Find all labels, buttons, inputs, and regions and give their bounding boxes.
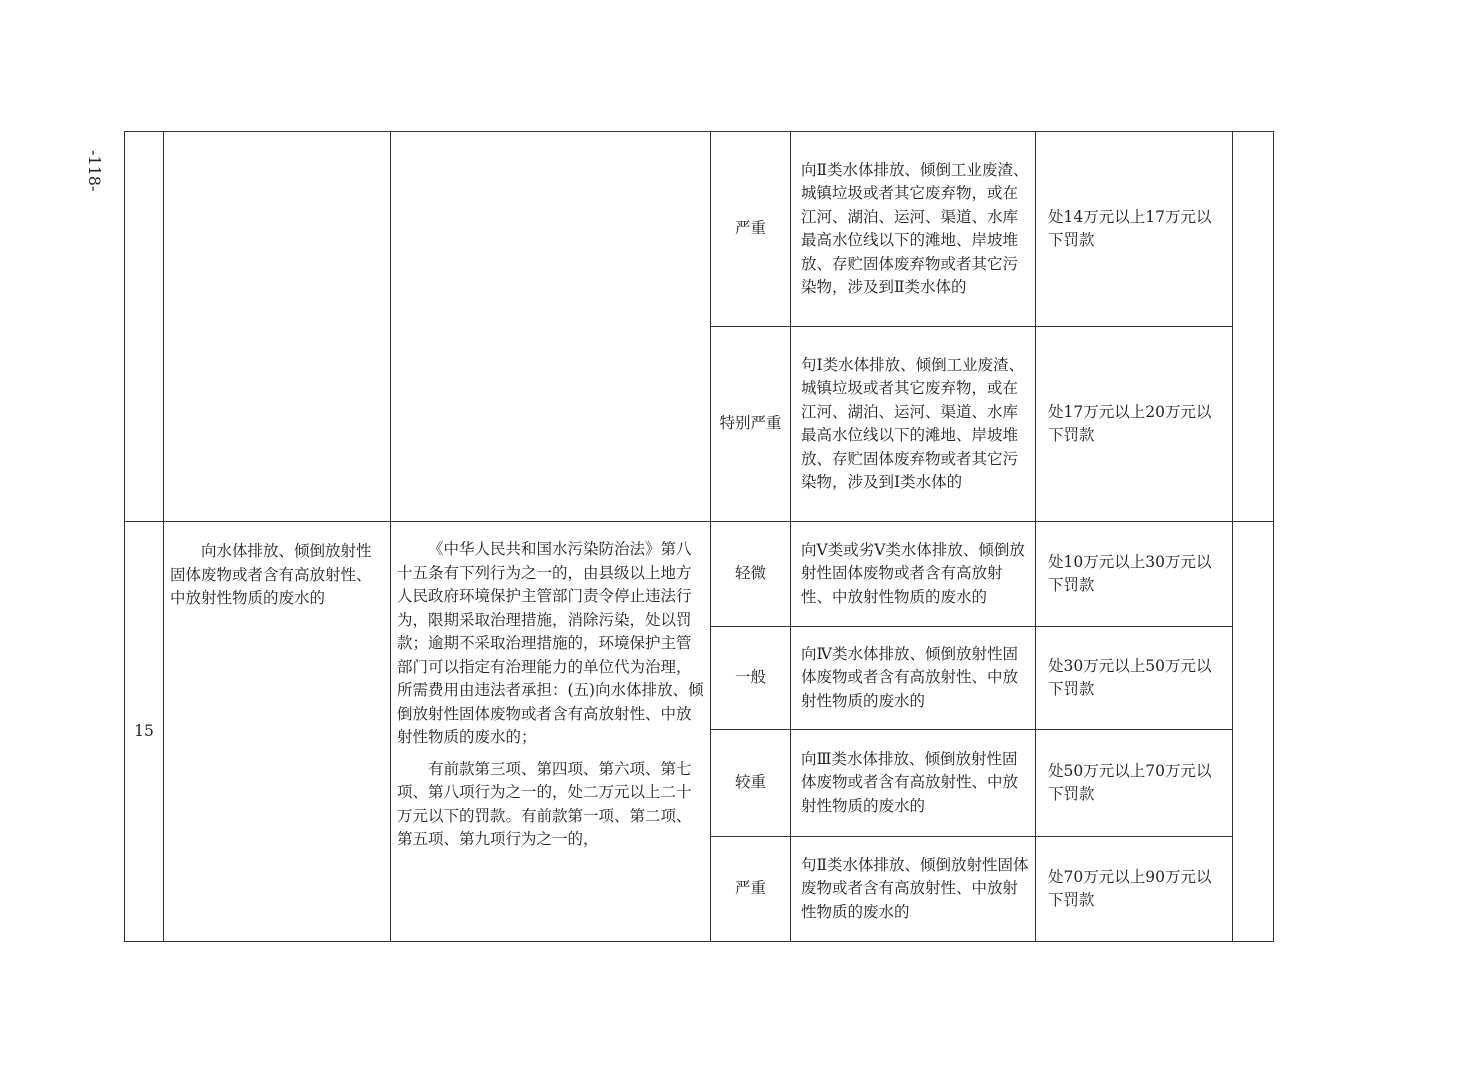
- table-row: [125, 132, 1274, 327]
- level-cell: 轻微: [711, 522, 791, 627]
- description-cell: 句I类水体排放、倾倒工业废渣、城镇垃圾或者其它废弃物，或在江河、湖泊、运河、渠道、水库最高水位线以下的滩地、岸坡堆放、存贮固体废弃物或者其它污染物，涉及到I类水体的: [791, 327, 1036, 522]
- page-number: -118-: [85, 150, 104, 192]
- table-row: [125, 522, 1274, 627]
- level-cell: 严重: [711, 837, 791, 942]
- basis-cell-empty: [391, 132, 711, 522]
- legal-basis-paragraph-2: 有前款第三项、第四项、第六项、第七项、第八项行为之一的，处二万元以上二十万元以下的罚款。有前款第一项、第二项、第五项、第九项行为之一的，: [397, 759, 692, 848]
- penalty-cell: 处70万元以上90万元以下罚款: [1036, 837, 1233, 942]
- description-cell: 向V类或劣V类水体排放、倾倒放射性固体废物或者含有高放射性、中放射性物质的废水的: [791, 522, 1036, 627]
- level-cell: 较重: [711, 730, 791, 837]
- penalty-cell: 处17万元以上20万元以下罚款: [1036, 327, 1233, 522]
- number-cell-empty: [125, 132, 164, 522]
- description-cell: 向Ⅲ类水体排放、倾倒放射性固体废物或者含有高放射性、中放射性物质的废水的: [791, 730, 1036, 837]
- illegal-act-cell: 向水体排放、倾倒放射性固体废物或者含有高放射性、中放射性物质的废水的: [164, 522, 391, 942]
- remark-cell: [1233, 132, 1274, 522]
- penalty-cell: 处30万元以上50万元以下罚款: [1036, 627, 1233, 730]
- description-cell: 向Ⅱ类水体排放、倾倒工业废渣、城镇垃圾或者其它废弃物，或在江河、湖泊、运河、渠道、水库最高水位线以下的滩地、岸坡堆放、存贮固体废弃物或者其它污染物，涉及到Ⅱ类水体的: [791, 132, 1036, 327]
- description-cell: 句Ⅱ类水体排放、倾倒放射性固体废物或者含有高放射性、中放射性物质的废水的: [791, 837, 1036, 942]
- penalty-table: [124, 131, 1274, 942]
- level-cell: 一般: [711, 627, 791, 730]
- remark-cell: [1233, 522, 1274, 942]
- act-cell-empty: [164, 132, 391, 522]
- legal-basis-paragraph-1: 《中华人民共和国水污染防治法》第八十五条有下列行为之一的，由县级以上地方人民政府环境保护主管部门责令停止违法行为，限期采取治理措施，消除污染，处以罚款；逾期不采取治理措施的，环境保护主管部门可以指定有治理能力的单位代为治理，所需费用由违法者承担：(五)向水体排放、倾倒放射性固体废物或者含有高放射性、中放射性物质的废水的；: [397, 540, 704, 746]
- penalty-cell: 处50万元以上70万元以下罚款: [1036, 730, 1233, 837]
- level-cell: 特别严重: [711, 327, 791, 522]
- legal-basis-cell: [391, 522, 711, 942]
- penalty-cell: 处10万元以上30万元以下罚款: [1036, 522, 1233, 627]
- description-cell: 向Ⅳ类水体排放、倾倒放射性固体废物或者含有高放射性、中放射性物质的废水的: [791, 627, 1036, 730]
- level-cell: 严重: [711, 132, 791, 327]
- item-number: 15: [125, 522, 164, 942]
- penalty-cell: 处14万元以上17万元以下罚款: [1036, 132, 1233, 327]
